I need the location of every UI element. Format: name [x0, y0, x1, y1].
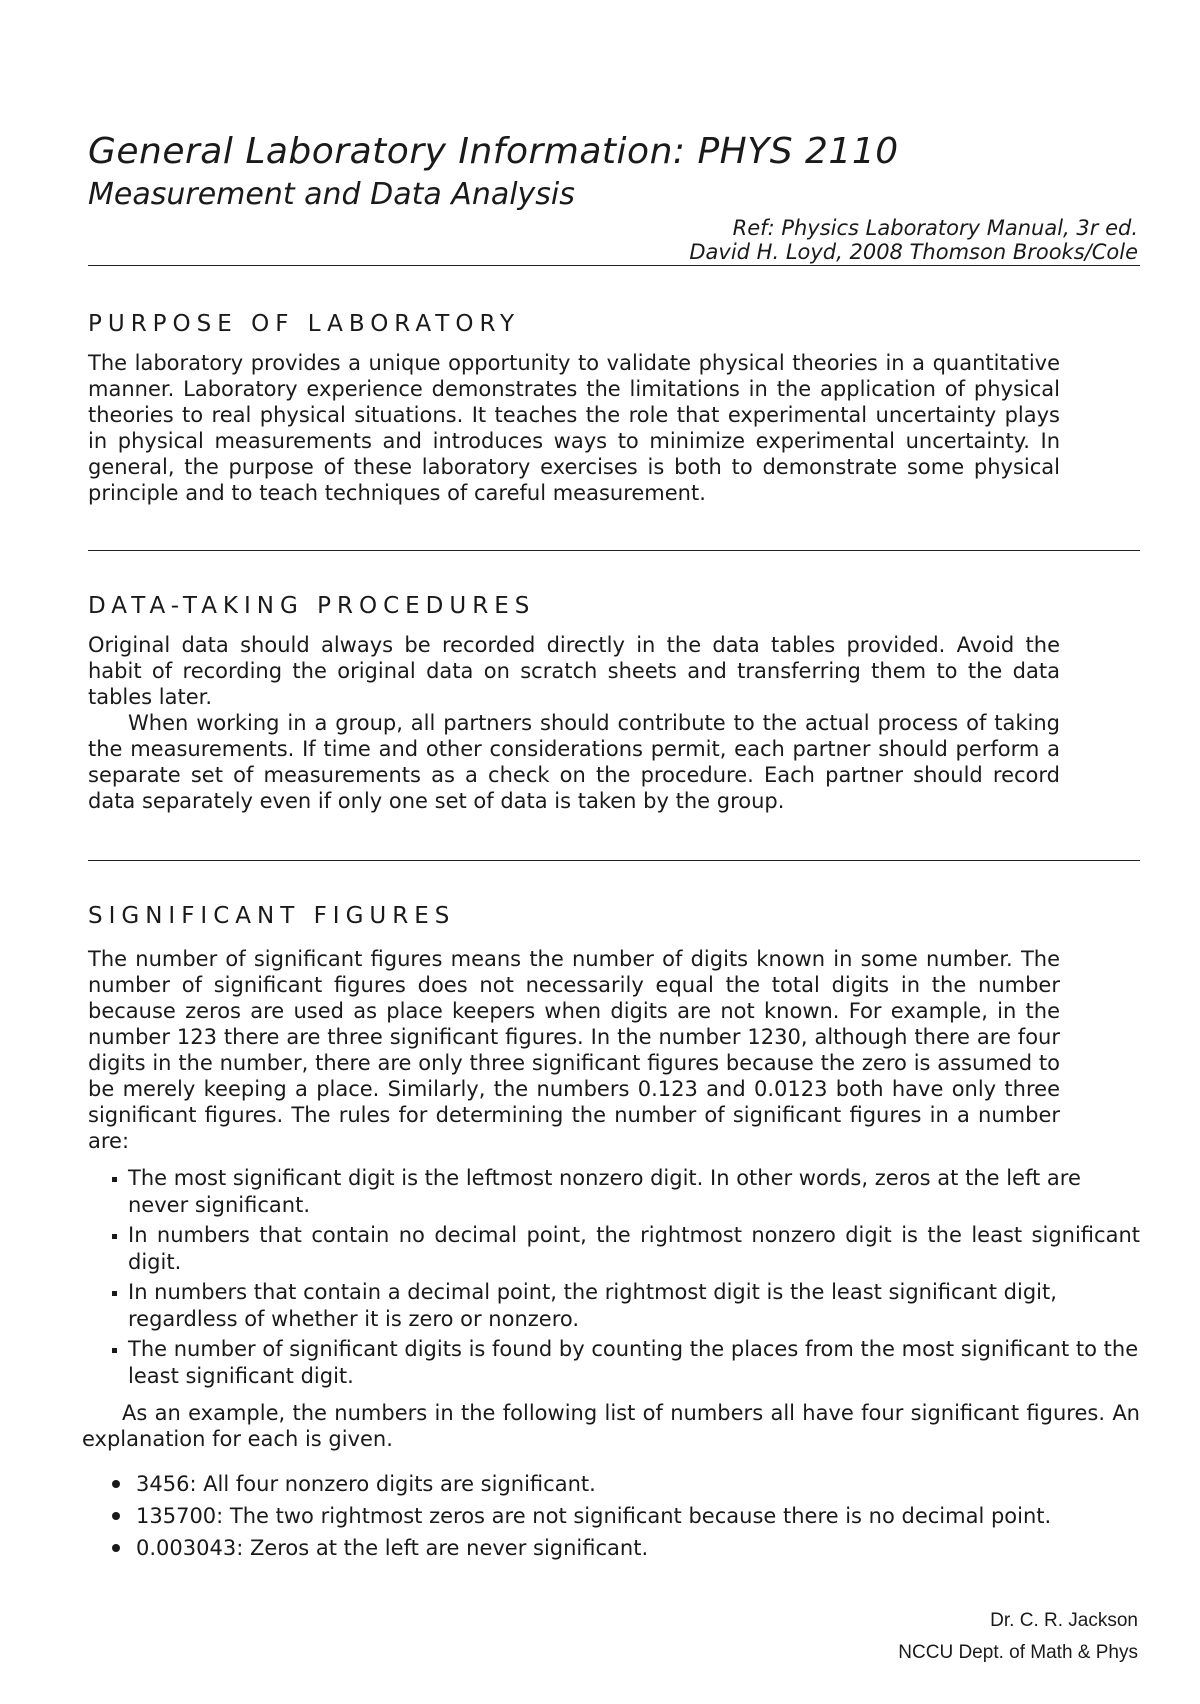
section-divider-2	[88, 860, 1140, 861]
data-taking-paragraph-1: Original data should always be recorded directly in the data tables provided. Avoid the habit of recording the original data on scratch sheets and transferring them to the data tables later.	[88, 633, 1060, 709]
list-item	[108, 1279, 1140, 1333]
reference-line-1: Ref: Physics Laboratory Manual, 3r ed.	[732, 216, 1138, 240]
examples-list	[108, 1468, 1140, 1564]
list-item	[108, 1165, 1140, 1219]
rule-text: The most significant digit is the leftmost nonzero digit. In other words, zeros at the left are never significant.	[128, 1166, 1081, 1217]
bullet-icon	[112, 1480, 120, 1488]
square-bullet-icon	[112, 1177, 117, 1182]
example-text: 0.003043: Zeros at the left are never significant.	[136, 1536, 649, 1560]
significant-figures-intro: The number of significant figures means the number of digits known in some number. The number of significant figures does not necessarily equal the total digits in the number because zeros are used as place keepers when digits are not known. For example, in the number 123 there are three significant figures. In the number 1230, although there are four digits in the number, there are only three significant figures because the zero is assumed to be merely keeping a place. Similarly, the numbers 0.123 and 0.0123 both have only three significant figures. The rules for determining the number of significant figures in a number are:	[88, 947, 1060, 1153]
list-item	[108, 1500, 1140, 1532]
list-item	[108, 1468, 1140, 1500]
section-heading-significant-figures: SIGNIFICANT FIGURES	[88, 903, 456, 929]
example-intro-paragraph: As an example, the numbers in the following list of numbers all have four significant figures. An explanation for each is given.	[82, 1401, 1140, 1451]
data-taking-body	[88, 632, 1060, 814]
section-heading-data-taking: DATA-TAKING PROCEDURES	[88, 593, 536, 619]
rule-text: In numbers that contain a decimal point, the rightmost digit is the least significant digit, regardless of whether it is zero or nonzero.	[128, 1280, 1057, 1331]
purpose-paragraph: The laboratory provides a unique opportunity to validate physical theories in a quantitative manner. Laboratory experience demonstrates the limitations in the application of physical theories to real physical situations. It teaches the role that experimental uncertainty plays in physical measurements and introduces ways to minimize experimental uncertainty. In general, the purpose of these laboratory exercises is both to demonstrate some physical principle and to teach techniques of careful measurement.	[88, 351, 1060, 505]
list-item	[108, 1336, 1140, 1390]
square-bullet-icon	[112, 1291, 117, 1296]
rule-text: The number of significant digits is found by counting the places from the most significant to the least significant digit.	[128, 1337, 1139, 1388]
section-divider-1	[88, 550, 1140, 551]
square-bullet-icon	[112, 1234, 117, 1239]
square-bullet-icon	[112, 1348, 117, 1353]
example-text: 135700: The two rightmost zeros are not significant because there is no decimal point.	[136, 1504, 1052, 1528]
bullet-icon	[112, 1512, 120, 1520]
list-item	[108, 1532, 1140, 1564]
footer-author: Dr. C. R. Jackson	[990, 1610, 1138, 1631]
footer-department: NCCU Dept. of Math & Phys	[898, 1642, 1138, 1663]
reference-line-2: David H. Loyd, 2008 Thomson Brooks/Cole	[689, 240, 1138, 264]
section-heading-purpose: PURPOSE OF LABORATORY	[88, 311, 521, 337]
data-taking-paragraph-2: When working in a group, all partners should contribute to the actual process of taking the measurements. If time and other considerations permit, each partner should perform a separate set of measurements as a check on the procedure. Each partner should record data separately even if only one set of data is taken by the group.	[88, 711, 1060, 813]
example-text: 3456: All four nonzero digits are significant.	[136, 1472, 596, 1496]
rule-text: In numbers that contain no decimal point, the rightmost nonzero digit is the least significant digit.	[128, 1223, 1140, 1274]
bullet-icon	[112, 1544, 120, 1552]
document-title: General Laboratory Information: PHYS 2110	[88, 131, 899, 172]
list-item	[108, 1222, 1140, 1276]
significant-figures-rules-list	[108, 1165, 1140, 1393]
header-divider	[88, 265, 1140, 266]
document-subtitle: Measurement and Data Analysis	[88, 177, 575, 212]
